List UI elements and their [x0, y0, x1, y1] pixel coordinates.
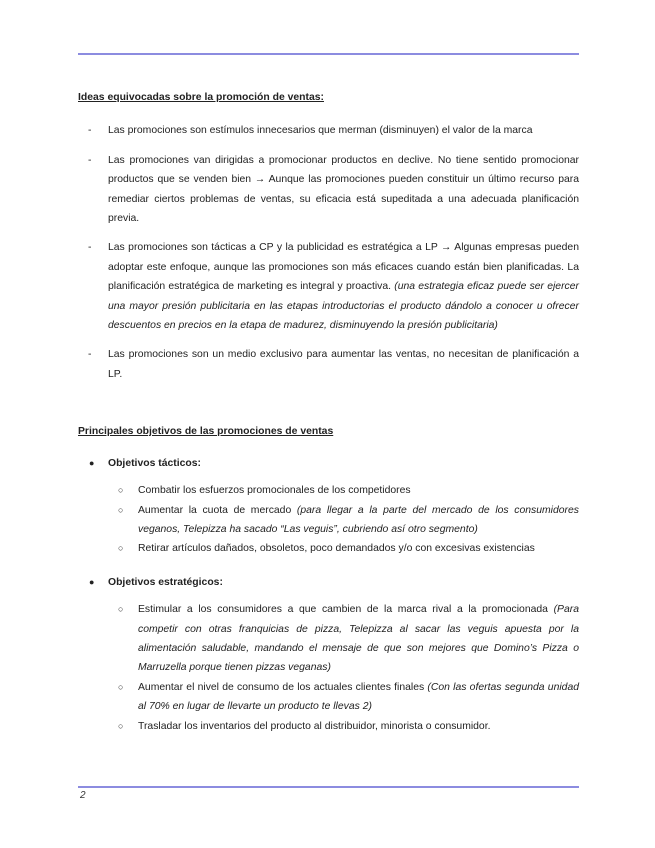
item-text: Estimular a los consumidores a que cambien de la marca rival a la promocionada [138, 604, 554, 616]
objective-group-strategic [78, 573, 579, 736]
header-rule [78, 53, 579, 55]
item-text: Aumentar el nivel de consumo de los actuales clientes finales [138, 681, 428, 693]
group-label: Objetivos tácticos: [108, 457, 201, 469]
bullet-circle-icon: ○ [118, 720, 124, 731]
misconceptions-list [78, 121, 579, 384]
bullet-dot-icon: ● [89, 576, 95, 587]
list-item [78, 121, 579, 140]
list-item [108, 481, 579, 500]
item-note: (una estrategia eficaz puede ser ejercer una mayor presión publicitaria en las etapas introductorias el producto dándolo a conocer u ofrecer descuentos en precios en la etapa de madurez, disminuyendo la presión publicitaria) [108, 281, 579, 332]
list-item [108, 600, 579, 678]
list-item [108, 717, 579, 736]
list-item [108, 501, 579, 540]
list-item [78, 345, 579, 384]
item-text: Las promociones son un medio exclusivo para aumentar las ventas, no necesitan de planificación a LP. [108, 349, 579, 380]
item-note: (Con las ofertas segunda unidad al 70% en lugar de llevarte un producto te llevas 2) [138, 681, 579, 713]
item-text: Las promociones son estímulos innecesarios que merman (disminuyen) el valor de la marca [108, 125, 533, 137]
bullet-circle-icon: ○ [118, 543, 124, 554]
group-label: Objetivos estratégicos: [108, 576, 223, 588]
bullet-circle-icon: ○ [118, 681, 124, 692]
section-heading-ideas: Ideas equivocadas sobre la promoción de ventas: [78, 92, 324, 103]
footer-rule [78, 786, 579, 788]
page-number: 2 [80, 790, 86, 801]
strategic-items [108, 600, 579, 736]
bullet-dot-icon: ● [89, 457, 95, 468]
bullet-circle-icon: ○ [118, 485, 124, 496]
item-text: Las promociones son tácticas a CP y la publicidad es estratégica a LP → Algunas empresas pueden adoptar este enfoque, aunque las promociones son más eficaces cuando están bien planificadas. La planificación estratégica de marketing es integral y proactiva. [108, 242, 579, 293]
item-note: (para llegar a la parte del mercado de los consumidores veganos, Telepizza ha sacado “Las veguis”, cubriendo así otro segmento) [138, 504, 579, 535]
item-text: Aumentar la cuota de mercado [138, 504, 297, 516]
bullet-circle-icon: ○ [118, 504, 124, 515]
list-item [78, 151, 579, 229]
section-heading-objectives: Principales objetivos de las promociones de ventas [78, 426, 334, 438]
item-text: Las promociones van dirigidas a promocionar productos en declive. No tiene sentido promocionar productos que se venden bien → Aunque las promociones pueden constituir un último recurso para remediar ciertos problemas de ventas, su eficacia está supeditada a una adecuada planificación previa. [108, 154, 579, 225]
list-item [78, 238, 579, 335]
bullet-circle-icon: ○ [118, 604, 124, 615]
item-text: Retirar artículos dañados, obsoletos, poco demandados y/o con excesivas existencias [138, 543, 535, 555]
list-item [108, 678, 579, 717]
objective-group-tactical [78, 454, 579, 559]
item-text: Combatir los esfuerzos promocionales de los competidores [138, 485, 411, 497]
tactical-items [108, 481, 579, 559]
item-note: (Para competir con otras franquicias de pizza, Telepizza al sacar las veguis apuesta por la alimentación saludable, mandando el mensaje de que son mejores que Domino’s Pizza o Marruzella porque tienen pizzas veganas) [138, 604, 579, 674]
item-text: Trasladar los inventarios del producto al distribuidor, minorista o consumidor. [138, 720, 491, 732]
objectives-list [78, 454, 579, 736]
page-content [78, 88, 579, 744]
list-item [108, 539, 579, 558]
